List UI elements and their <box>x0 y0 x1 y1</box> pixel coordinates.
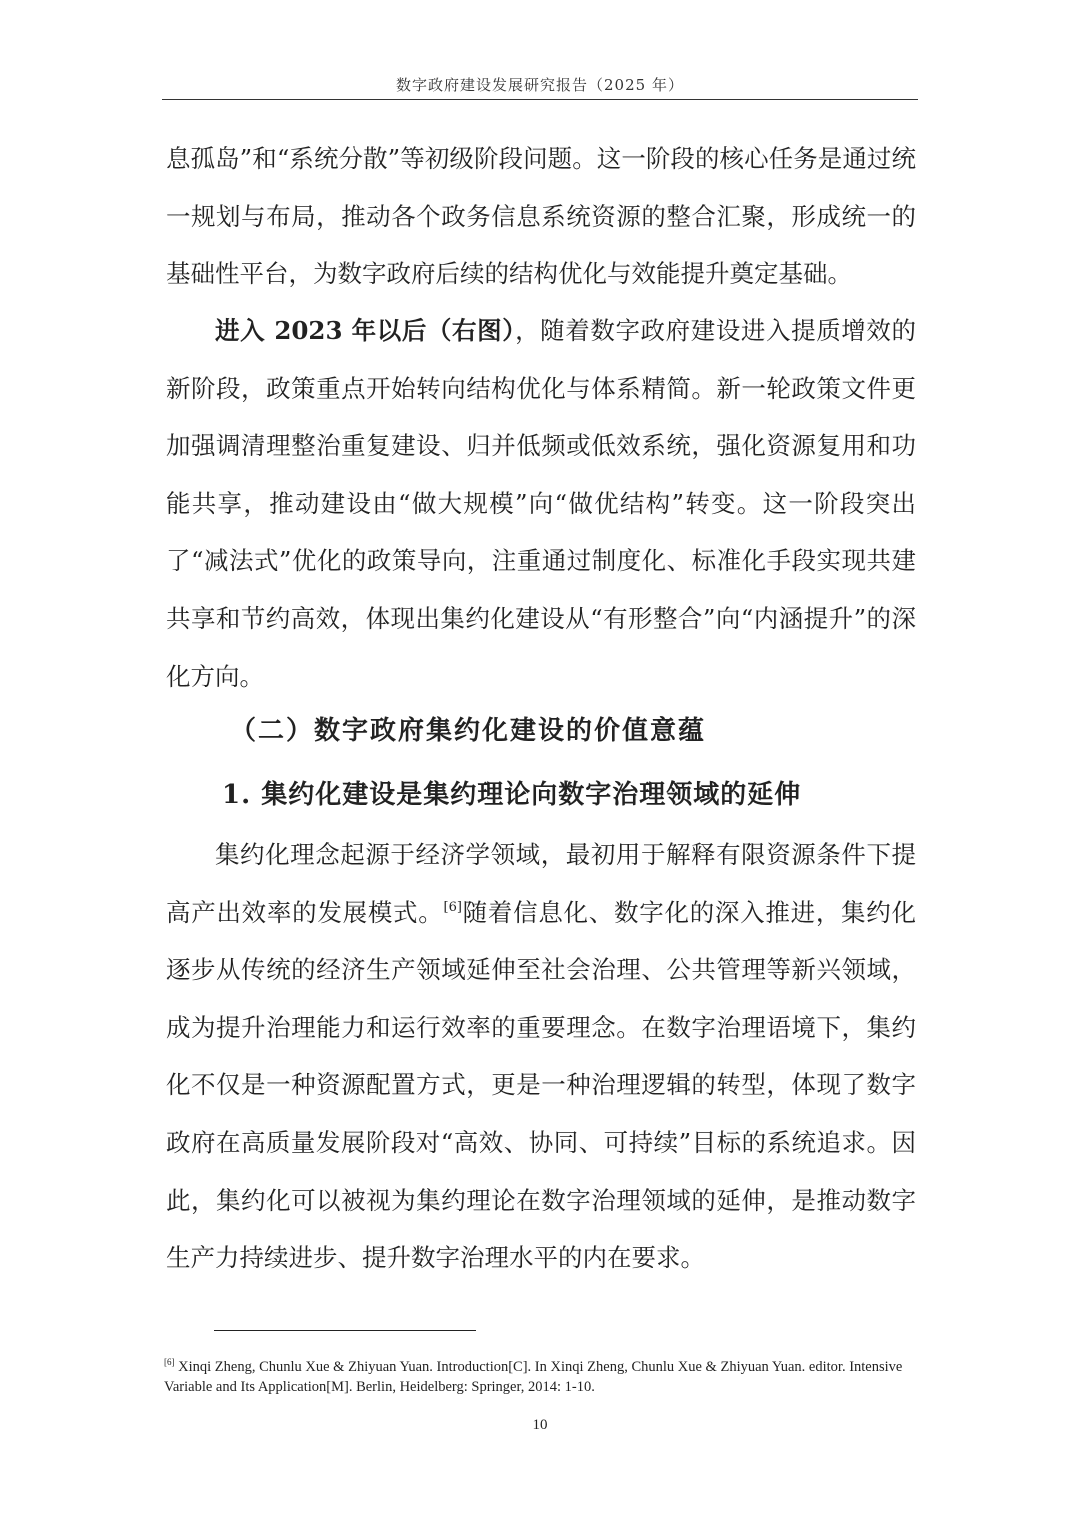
paragraph-body: ，随着数字政府建设进入提质增效的新阶段，政策重点开始转向结构优化与体系精简。新一轮政策文件更加强调清理整治重复建设、归并低频或低效系统，强化资源复用和功能共享，推动建设由“做大规模”向“做优结构”转变。这一阶段突出了“减法式”优化的政策导向，注重通过制度化、标准化手段实现共建共享和节约高效，体现出集约化建设从“有形整合”向“内涵提升”的深化方向。 <box>166 316 917 691</box>
paragraph-text-part2: 随着信息化、数字化的深入推进，集约化逐步从传统的经济生产领域延伸至社会治理、公共管理等新兴领域，成为提升治理能力和运行效率的重要理念。在数字治理语境下，集约化不仅是一种资源配置方式，更是一种治理逻辑的转型，体现了数字政府在高质量发展阶段对“高效、协同、可持续”目标的系统追求。因此，集约化可以被视为集约理论在数字治理领域的延伸，是推动数字生产力持续进步、提升数字治理水平的内在要求。 <box>166 897 917 1273</box>
running-header: 数字政府建设发展研究报告（2025 年） <box>396 76 684 94</box>
paragraph-continued: 息孤岛”和“系统分散”等初级阶段问题。这一阶段的核心任务是通过统一规划与布局，推动各个政务信息系统资源的整合汇聚，形成统一的基础性平台，为数字政府后续的结构优化与效能提升奠定基础。 <box>166 144 916 289</box>
footnote-divider <box>214 1330 476 1331</box>
page-number: 10 <box>532 1417 548 1433</box>
paragraph-2023-stage <box>166 302 916 705</box>
footnote <box>164 1357 918 1397</box>
paragraph-text-part1: 集约化理念起源于经济学领域，最初用于解释有限资源条件下提高产出效率的发展模式。 <box>166 840 916 927</box>
footnote-reference[interactable]: [6] <box>443 899 462 915</box>
paragraph-intensive-theory <box>166 826 916 1287</box>
subsection-heading: 1. 集约化建设是集约理论向数字治理领域的延伸 <box>222 780 802 810</box>
footnote-marker: [6] <box>164 1357 175 1367</box>
header-divider <box>162 99 918 100</box>
footnote-text: Xinqi Zheng, Chunlu Xue & Zhiyuan Yuan. Introduction[C]. In Xinqi Zheng, Chunlu Xue & Zhiyuan Yuan. editor. Intensive Variable and Its Application[M]. Berlin, Heidelberg: Springer, 2014: 1-10. <box>164 1359 903 1395</box>
paragraph-lead-bold: 进入 2023 年以后（右图） <box>215 316 516 345</box>
section-heading: （二）数字政府集约化建设的价值意蕴 <box>230 716 707 746</box>
